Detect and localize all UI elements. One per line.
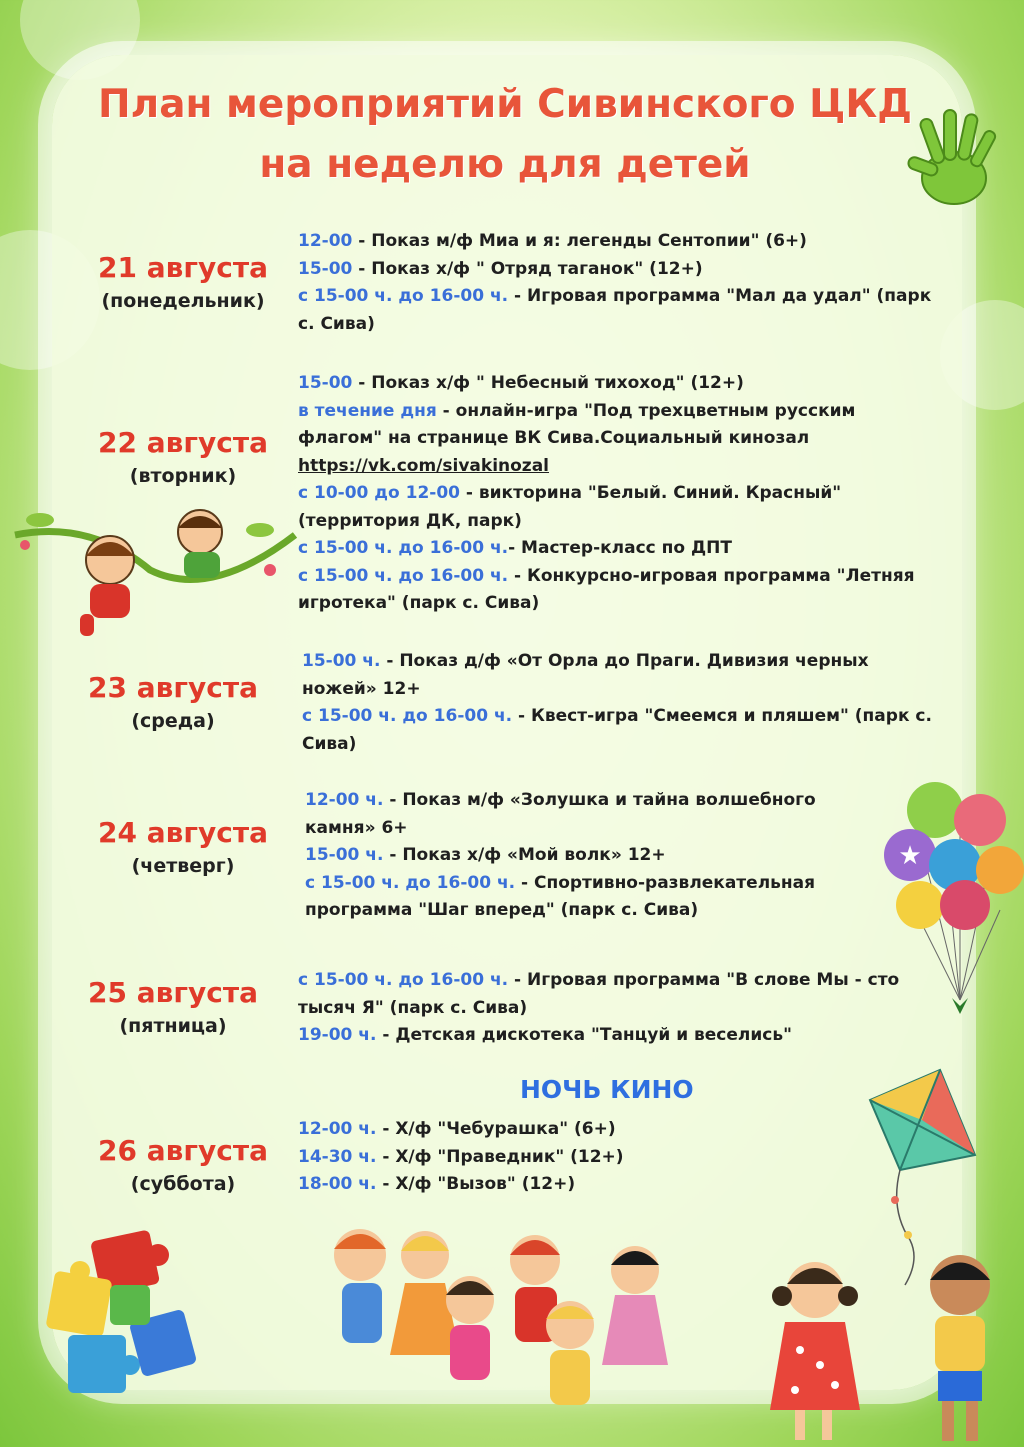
event-time: с 15-00 ч. до 16-00 ч. [305,872,516,893]
event-text: - Показ х/ф " Отряд таганок" (12+) [352,258,703,279]
day-header [83,250,283,316]
kids-on-vine-illustration [10,490,300,650]
event-list [302,648,932,758]
event-item [298,256,938,284]
dancing-kids-illustration [320,1215,680,1430]
event-time: 12-00 ч. [305,790,384,810]
day-header [83,425,283,491]
event-text: - Спортивно-развлекательная программа "Шаг вперед" (парк с. Сива) [305,872,816,920]
event-item [298,1144,858,1172]
event-text: - Показ м/ф «Золушка и тайна волшебного камня» 6+ [305,790,816,838]
event-item [298,283,938,338]
event-time: с 10-00 до 12-00 [298,483,460,503]
day-header [73,670,273,736]
weekday-label: (вторник) [129,465,237,487]
date-label: 25 августа [88,976,258,1009]
event-item [298,1116,858,1144]
svg-text:★: ★ [898,841,922,871]
event-item [305,870,885,925]
event-item [298,1022,908,1050]
kid-right [178,510,222,578]
vk-link[interactable]: https://vk.com/sivakinozal [298,455,549,476]
day-header [73,975,273,1041]
event-list [298,228,938,338]
event-item [305,842,885,870]
event-list [305,787,885,925]
event-time: 15-00 ч. [302,651,381,671]
event-text: - Х/ф "Чебурашка" (6+) [376,1119,616,1139]
event-time: 18-00 ч. [298,1174,377,1194]
kid-left [80,536,134,636]
event-item [298,480,938,535]
event-item [302,703,932,758]
event-text: - Показ д/ф «От Орла до Праги. Дивизия черных ножей» 12+ [302,651,869,699]
event-item [298,398,938,481]
event-time: в течение дня [298,400,437,421]
event-time: с 15-00 ч. до 16-00 ч. [298,565,509,586]
event-text: - Квест-игра "Смеемся и пляшем" (парк с. Сива) [302,706,932,754]
kids-with-kite-illustration [760,1250,1024,1447]
event-text: - Показ х/ф " Небесный тихоход" (12+) [352,373,744,393]
event-list [298,1116,858,1199]
weekday-label: (суббота) [130,1173,236,1195]
event-item [298,563,938,618]
event-time: 12-00 ч. [298,1119,377,1139]
event-time: 12-00 [298,231,353,251]
event-time: с 15-00 ч. до 16-00 ч. [302,706,513,726]
event-item [298,370,938,398]
event-list [298,370,938,618]
event-text: - онлайн-игра "Под трехцветным русским флагом" на странице ВК Сива.Социальный кинозал [298,400,856,448]
date-label: 21 августа [98,251,268,284]
event-text: - Х/ф "Вызов" (12+) [376,1174,576,1194]
event-text: - Мастер-класс по ДПТ [508,538,732,558]
title-line-2: на неделю для детей [259,142,751,187]
weekday-label: (среда) [131,710,215,732]
event-text: - Детская дискотека "Танцуй и веселись" [376,1025,792,1045]
event-time: 19-00 ч. [298,1025,377,1045]
date-label: 26 августа [98,1134,268,1167]
event-time: 15-00 [298,258,353,279]
event-text: - Игровая программа "В слове Мы - сто тысяч Я" (парк с. Сива) [298,970,900,1018]
event-text: - Показ м/ф Миа и я: легенды Сентопии" (6+) [352,231,807,251]
event-item [298,228,938,256]
event-text: - Показ х/ф «Мой волк» 12+ [383,845,666,865]
day-header [83,815,283,881]
title-line-1: План мероприятий Сивинского ЦКД [98,82,912,127]
event-text: - Х/ф "Праведник" (12+) [376,1146,624,1167]
weekday-label: (четверг) [131,855,235,877]
date-label: 22 августа [98,426,268,459]
event-time: 14-30 ч. [298,1146,377,1167]
event-time: 15-00 ч. [305,845,384,865]
puzzle-pieces-illustration [40,1225,210,1415]
event-item [302,648,932,703]
event-text: - Конкурсно-игровая программа "Летняя игротека" (парк с. Сива) [298,565,915,613]
date-label: 24 августа [98,816,268,849]
event-time: 15-00 [298,373,353,393]
weekday-label: (понедельник) [101,290,265,312]
night-cinema-heading: НОЧЬ КИНО [520,1075,694,1104]
date-label: 23 августа [88,671,258,704]
page-title [0,75,1010,195]
weekday-label: (пятница) [119,1015,227,1037]
day-header [83,1133,283,1199]
event-item [298,967,908,1022]
event-item [298,535,938,563]
event-text: - викторина "Белый. Синий. Красный" (территория ДК, парк) [298,483,842,531]
event-list [298,967,908,1050]
event-text: - Игровая программа "Мал да удал" (парк с. Сива) [298,286,932,334]
event-item [298,1171,858,1199]
event-time: с 15-00 ч. до 16-00 ч. [298,286,509,306]
event-time: с 15-00 ч. до 16-00 ч. [298,970,509,990]
event-item [305,787,885,842]
event-time: с 15-00 ч. до 16-00 ч. [298,538,509,558]
